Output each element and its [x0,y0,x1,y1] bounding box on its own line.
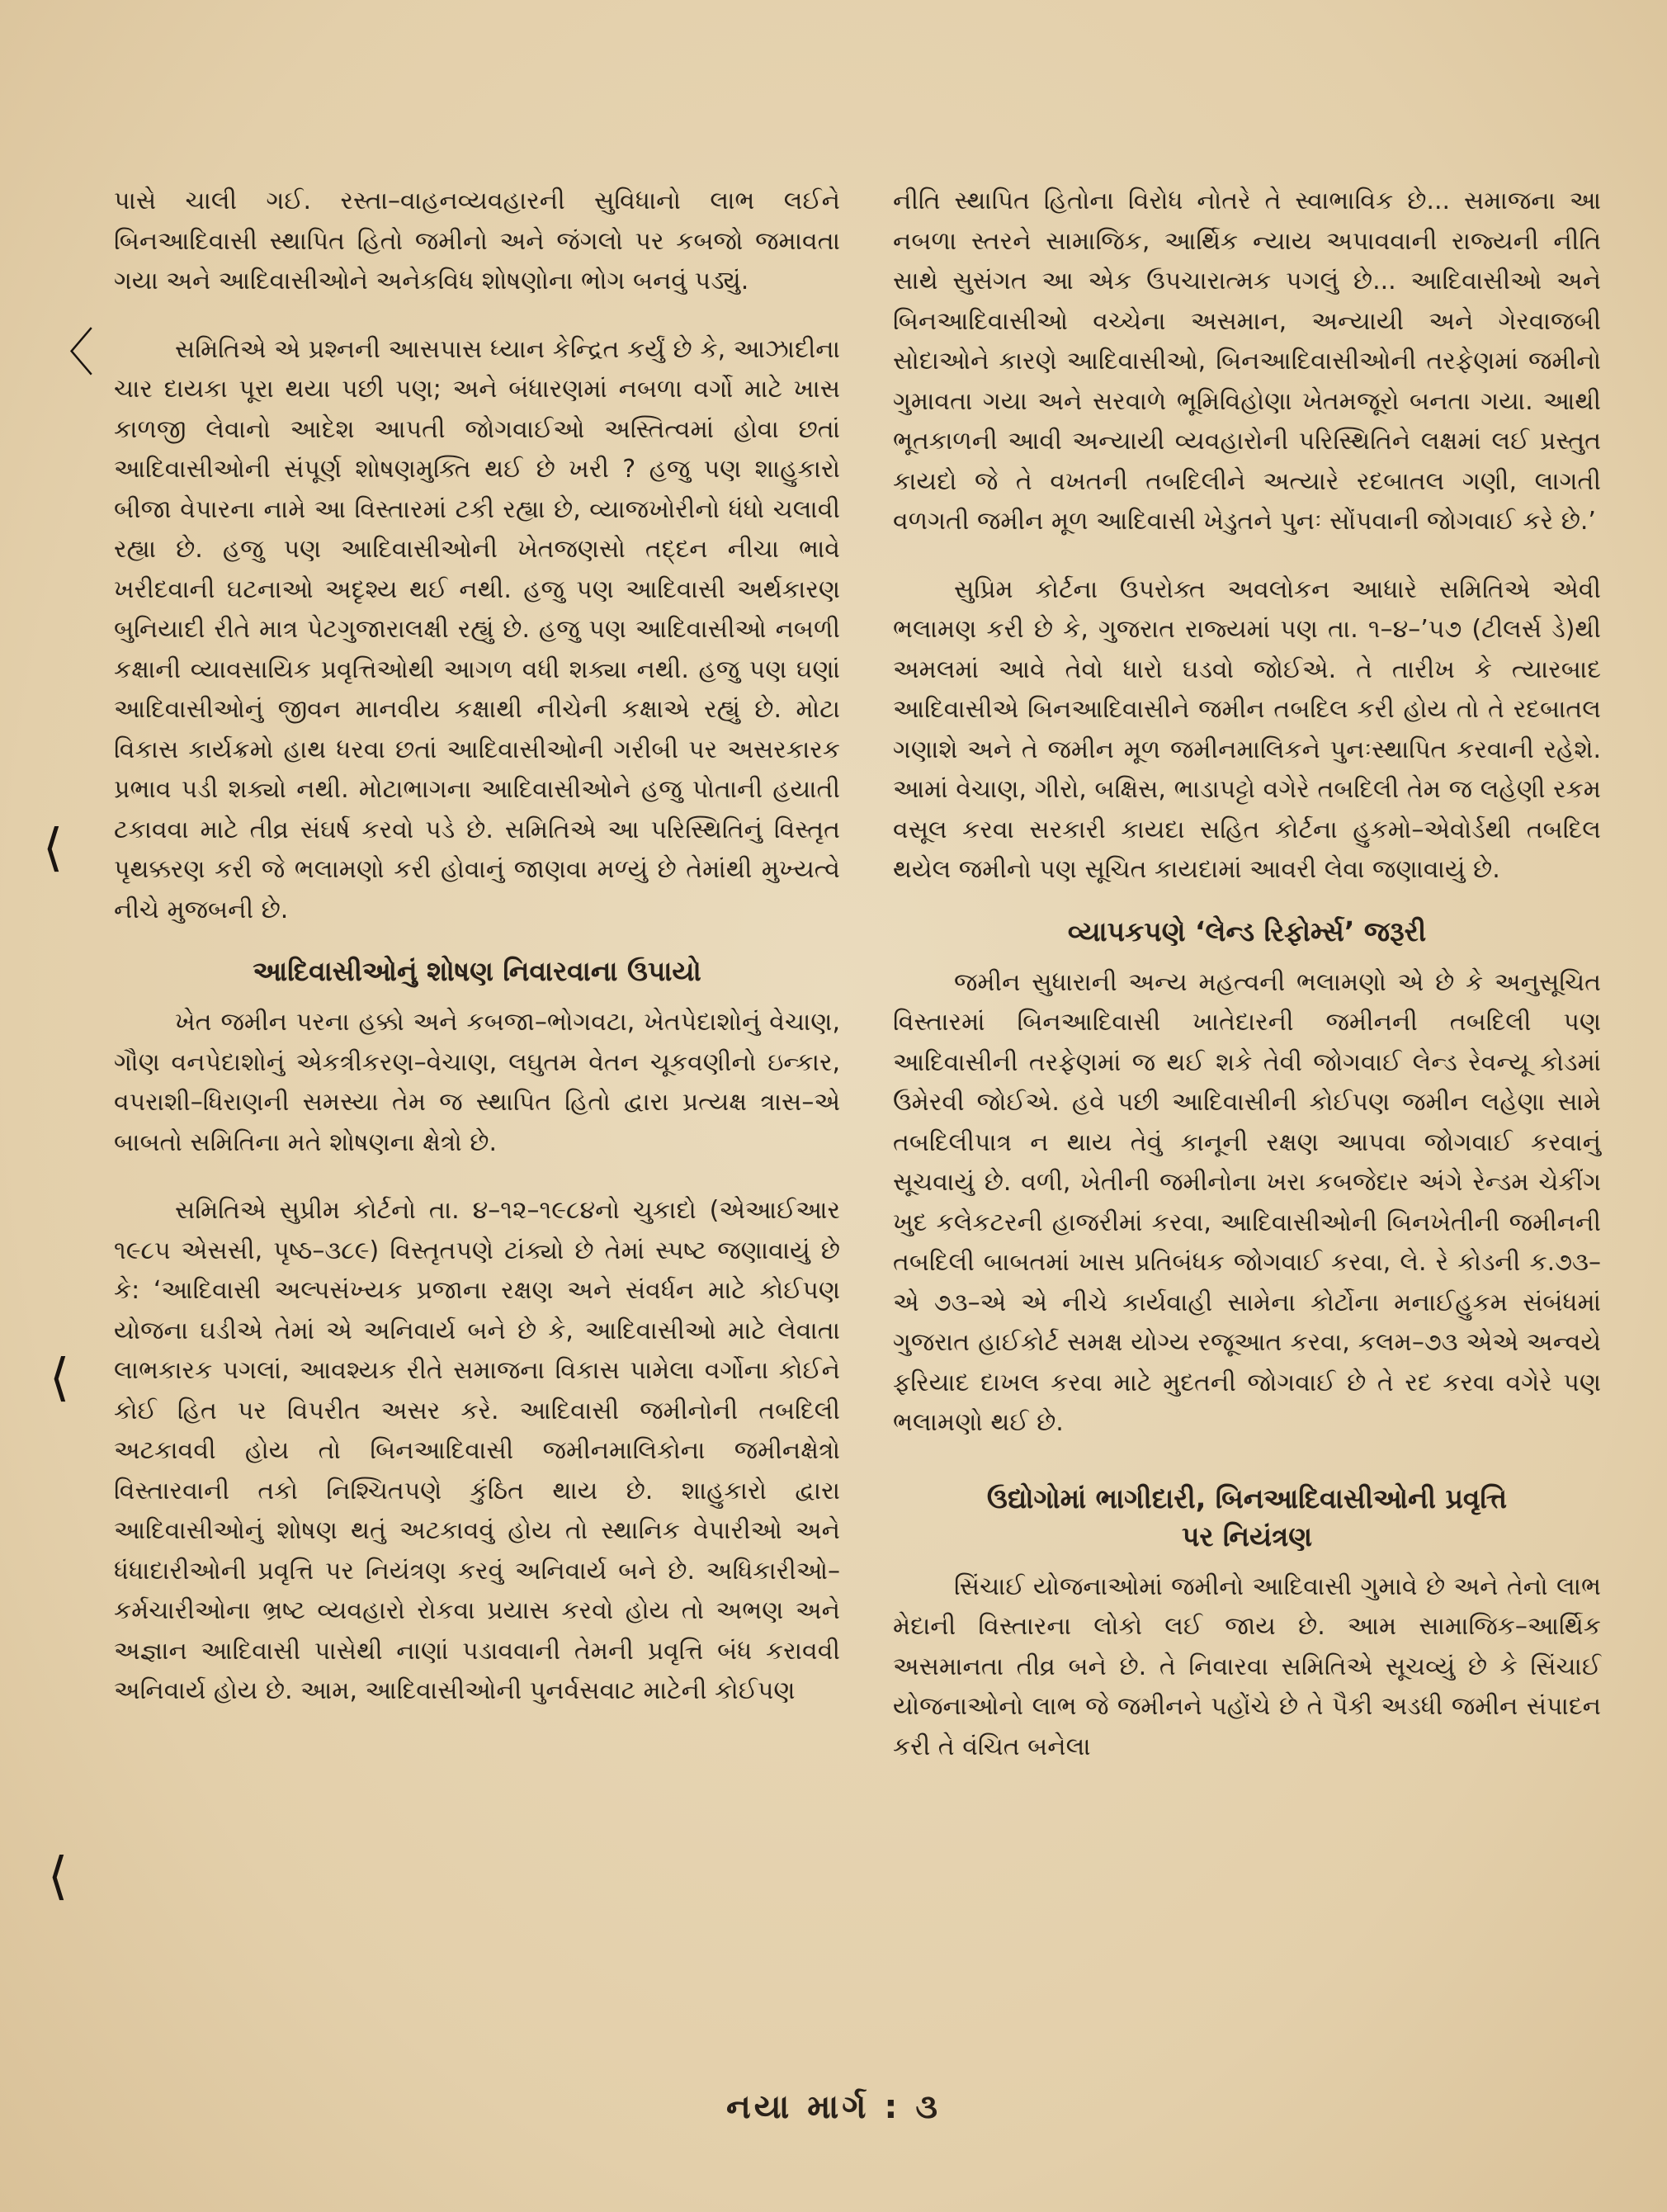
left-paragraph-4: સમિતિએ સુપ્રીમ કોર્ટનો તા. ૪–૧૨–૧૯૮૪નો ચુકાદો (એઆઈઆર ૧૯૮૫ એસસી, પૃષ્ઠ–૩૮૯) વિસ્તૃતપણે ટાંક્યો છે તેમાં સ્પષ્ટ જણાવાયું છે કે: ‘આદિવાસી અલ્પસંખ્યક પ્રજાના રક્ષણ અને સંવર્ધન માટે કોઈપણ યોજના ઘડીએ તેમાં એ અનિવાર્ય બને છે કે, આદિવાસીઓ માટે લેવાતા લાભકારક પગલાં, આવશ્યક રીતે સમાજના વિકાસ પામેલા વર્ગોના કોઈને કોઈ હિત પર વિપરીત અસર કરે. આદિવાસી જમીનોની તબદિલી અટકાવવી હોય તો બિનઆદિવાસી જમીનમાલિકોના જમીનક્ષેત્રો વિસ્તારવાની તકો નિશ્ચિતપણે કુંઠિત થાય છે. શાહુકારો દ્વારા આદિવાસીઓનું શોષણ થતું અટકાવવું હોય તો સ્થાનિક વેપારીઓ અને ધંધાદારીઓની પ્રવૃત્તિ પર નિયંત્રણ કરવું અનિવાર્ય બને છે. અધિકારીઓ–કર્મચારીઓના ભ્રષ્ટ વ્યવહારો રોકવા પ્રયાસ કરવો હોય તો અભણ અને અજ્ઞાન આદિવાસી પાસેથી નાણાં પડાવવાની તેમની પ્રવૃત્તિ બંધ કરાવવી અનિવાર્ય હોય છે. આમ, આદિવાસીઓની પુનર્વસવાટ માટેની કોઈપણ [114,1196,840,1705]
margin-mark-2: ⟨ [43,817,64,877]
margin-mark-1: 〈 [43,323,95,383]
section-heading-exploitation-remedies: આદિવાસીઓનું શોષણ નિવારવાના ઉપાયો [253,955,701,987]
left-paragraph-1: પાસે ચાલી ગઈ. રસ્તા–વાહનવ્યવહારની સુવિધાનો લાભ લઈને બિનઆદિવાસી સ્થાપિત હિતો જમીનો અને જંગલો પર કબજો જમાવતા ગયા અને આદિવાસીઓને અનેકવિધ શોષણોના ભોગ બનવું પડ્યું. [114,187,840,295]
section-heading-land-reforms: વ્યાપકપણે ‘લેન્ડ રિફોર્મ્સ’ જરૂરી [1067,915,1427,948]
right-paragraph-2: સુપ્રિમ કોર્ટના ઉપરોક્ત અવલોકન આધારે સમિતિએ એવી ભલામણ કરી છે કે, ગુજરાત રાજ્યમાં પણ તા. ૧–૪–’૫૭ (ટીલર્સ ડે)થી અમલમાં આવે તેવો ધારો ઘડવો જોઈએ. તે તારીખ કે ત્યારબાદ આદિવાસીએ બિનઆદિવાસીને જમીન તબદિલ કરી હોય તો તે રદબાતલ ગણાશે અને તે જમીન મૂળ જમીનમાલિકને પુનઃસ્થાપિત કરવાની રહેશે. આમાં વેચાણ, ગીરો, બક્ષિસ, ભાડાપટ્ટો વગેરે તબદિલી તેમ જ લહેણી રકમ વસૂલ કરવા સરકારી કાયદા સહિત કોર્ટના હુકમો–એવોર્ડથી તબદિલ થયેલ જમીનો પણ સૂચિત કાયદામાં આવરી લેવા જણાવાયું છે. [893,574,1601,884]
page-footer: નયા માર્ગ : ૩ [725,2088,941,2126]
margin-mark-4: ⟨ [48,1846,68,1906]
section-heading-industries-line2: પર નિયંત્રણ [1181,1520,1313,1553]
left-column [114,182,840,1712]
right-paragraph-1: નીતિ સ્થાપિત હિતોના વિરોધ નોતરે તે સ્વાભાવિક છે... સમાજના આ નબળા સ્તરને સામાજિક, આર્થિક ન્યાય અપાવવાની રાજ્યની નીતિ સાથે સુસંગત આ એક ઉપચારાત્મક પગલું છે... આદિવાસીઓ અને બિનઆદિવાસીઓ વચ્ચેના અસમાન, અન્યાયી અને ગેરવાજબી સોદાઓને કારણે આદિવાસીઓ, બિનઆદિવાસીઓની તરફેણમાં જમીનો ગુમાવતા ગયા અને સરવાળે ભૂમિવિહોણા ખેતમજૂરો બનતા ગયા. આથી ભૂતકાળની આવી અન્યાયી વ્યવહારોની પરિસ્થિતિને લક્ષમાં લઈ પ્રસ્તુત કાયદો જે તે વખતની તબદિલીને અત્યારે રદબાતલ ગણી, લાગતી વળગતી જમીન મૂળ આદિવાસી ખેડુતને પુનઃ સોંપવાની જોગવાઈ કરે છે.’ [893,187,1601,536]
section-heading-industries-line1: ઉદ્યોગોમાં ભાગીદારી, બિનઆદિવાસીઓની પ્રવૃત્તિ [986,1482,1508,1515]
left-paragraph-3: ખેત જમીન પરના હક્કો અને કબજા–ભોગવટા, ખેતપેદાશોનું વેચાણ, ગૌણ વનપેદાશોનું એકત્રીકરણ–વેચાણ, લઘુતમ વેતન ચૂકવણીનો ઇન્કાર, વપરાશી–ધિરાણની સમસ્યા તેમ જ સ્થાપિત હિતો દ્વારા પ્રત્યક્ષ ત્રાસ–એ બાબતો સમિતિના મતે શોષણના ક્ષેત્રો છે. [114,1008,840,1157]
margin-mark-3: ⟨ [50,1347,70,1407]
right-paragraph-3: જમીન સુધારાની અન્ય મહત્વની ભલામણો એ છે કે અનુસૂચિત વિસ્તારમાં બિનઆદિવાસી ખાતેદારની જમીનની તબદિલી પણ આદિવાસીની તરફેણમાં જ થઈ શકે તેવી જોગવાઈ લેન્ડ રેવન્યૂ કોડમાં ઉમેરવી જોઈએ. હવે પછી આદિવાસીની કોઈપણ જમીન લહેણા સામે તબદિલીપાત્ર ન થાય તેવું કાનૂની રક્ષણ આપવા જોગવાઈ કરવાનું સૂચવાયું છે. વળી, ખેતીની જમીનોના ખરા કબજેદાર અંગે રેન્ડમ ચેકીંગ ખુદ કલેકટરની હાજરીમાં કરવા, આદિવાસીઓની બિનખેતીની જમીનની તબદિલી બાબતમાં ખાસ પ્રતિબંધક જોગવાઈ કરવા, લે. રે કોડની ક.૭૩–એ ૭૩–એ એ નીચે કાર્યવાહી સામેના કોર્ટોના મનાઈહુકમ સંબંધમાં ગુજરાત હાઈકોર્ટ સમક્ષ યોગ્ય રજૂઆત કરવા, કલમ–૭૩ એએ અન્વયે ફરિયાદ દાખલ કરવા માટે મુદતની જોગવાઈ છે તે રદ કરવા વગેરે પણ ભલામણો થઈ છે. [893,967,1601,1437]
right-column [893,182,1601,1767]
left-paragraph-2: સમિતિએ એ પ્રશ્નની આસપાસ ધ્યાન કેન્દ્રિત કર્યું છે કે, આઝાદીના ચાર દાયકા પૂરા થયા પછી પણ; અને બંધારણમાં નબળા વર્ગો માટે ખાસ કાળજી લેવાનો આદેશ આપતી જોગવાઈઓ અસ્તિત્વમાં હોવા છતાં આદિવાસીઓની સંપૂર્ણ શોષણમુક્તિ થઈ છે ખરી ? હજુ પણ શાહુકારો બીજા વેપારના નામે આ વિસ્તારમાં ટકી રહ્યા છે, વ્યાજખોરીનો ધંધો ચલાવી રહ્યા છે. હજુ પણ આદિવાસીઓની ખેતજણસો તદ્દન નીચા ભાવે ખરીદવાની ઘટનાઓ અદૃશ્ય થઈ નથી. હજુ પણ આદિવાસી અર્થકારણ બુનિયાદી રીતે માત્ર પેટગુજારાલક્ષી રહ્યું છે. હજુ પણ આદિવાસીઓ નબળી કક્ષાની વ્યાવસાયિક પ્રવૃત્તિઓથી આગળ વધી શક્યા નથી. હજુ પણ ઘણાં આદિવાસીઓનું જીવન માનવીય કક્ષાથી નીચેની કક્ષાએ રહ્યું છે. મોટા વિકાસ કાર્યક્રમો હાથ ધરવા છતાં આદિવાસીઓની ગરીબી પર અસરકારક પ્રભાવ પડી શક્યો નથી. મોટાભાગના આદિવાસીઓને હજુ પોતાની હયાતી ટકાવવા માટે તીવ્ર સંઘર્ષ કરવો પડે છે. સમિતિએ આ પરિસ્થિતિનું વિસ્તૃત પૃથક્કરણ કરી જે ભલામણો કરી હોવાનું જાણવા મળ્યું છે તેમાંથી મુખ્યત્વે નીચે મુજબની છે. [114,334,840,924]
section-heading-industries [893,1480,1601,1556]
right-paragraph-4: સિંચાઈ યોજનાઓમાં જમીનો આદિવાસી ગુમાવે છે અને તેનો લાભ મેદાની વિસ્તારના લોકો લઈ જાય છે. આમ સામાજિક–આર્થિક અસમાનતા તીવ્ર બને છે. તે નિવારવા સમિતિએ સૂચવ્યું છે કે સિંચાઈ યોજનાઓનો લાભ જે જમીનને પહોંચે છે તે પૈકી અડધી જમીન સંપાદન કરી તે વંચિત બનેલા [893,1572,1601,1761]
